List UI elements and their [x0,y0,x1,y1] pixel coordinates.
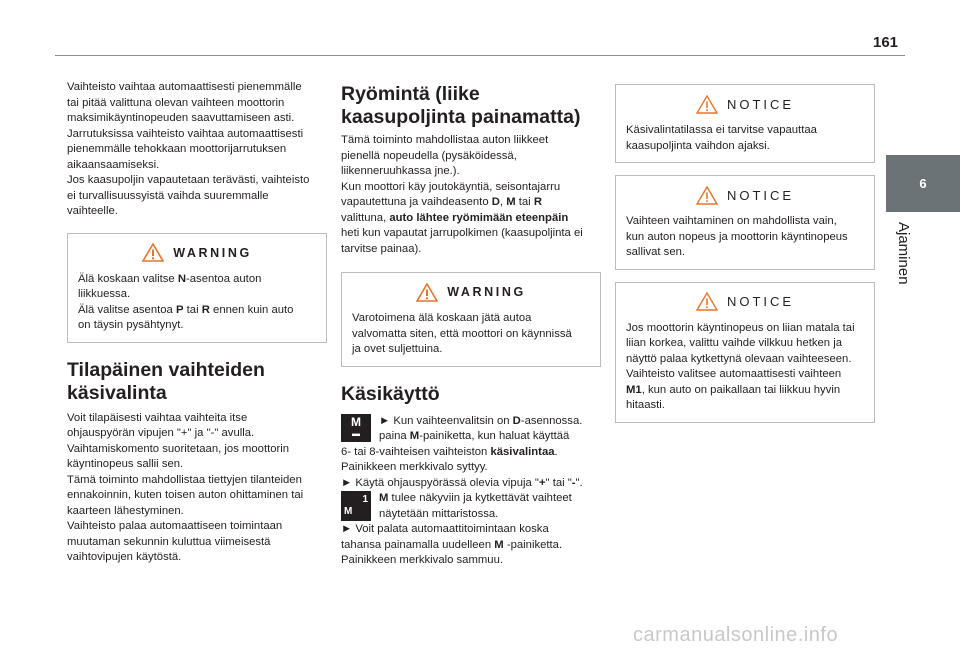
manual-mode-body [341,414,601,569]
text-line: Kun moottori käy joutokäyntiä, seisontajarru [341,180,561,193]
notice-line: kun auton nopeus ja moottorin käyntinopeus [626,230,848,243]
warning-line: Älä koskaan valitse N-asentoa auton [78,272,262,285]
warning-line: on täysin pysähtynyt. [78,319,184,331]
warning-box [341,272,601,367]
notice-header [626,291,864,313]
warning-triangle-icon [142,243,164,262]
text-line: ► Voit palata automaattitoimintaan koska [341,523,549,535]
notice-line: kaasupoljinta vaihdon ajaksi. [626,139,770,152]
notice-header [626,93,864,115]
section-body [67,411,327,566]
text-line: Voit tilapäisesti vaihtaa vaihteita itse [67,411,248,424]
text-line: valittuna, auto lähtee ryömimään eteenpäin [341,211,569,224]
notice-title: NOTICE [726,96,795,112]
column-2 [341,83,601,569]
text-line: kaarteen lähestyminen. [67,504,184,517]
notice-box [615,175,875,270]
watermark[interactable]: carmanualsonline.info [633,624,839,646]
warning-line: valvomatta siten, että moottori on käynnissä [352,327,572,340]
text-line: Jos kaasupoljin vapautetaan terävästi, vaihteisto [67,174,310,186]
notice-line: M1, kun auto on paikallaan tai liikkuu hyvin [626,383,841,396]
chapter-tab[interactable]: 6 [886,155,960,212]
text-line: aikaansaamiseksi. [67,158,160,171]
warning-line: ja ovet suljettuina. [352,343,443,355]
notice-line: sallivat sen. [626,246,686,258]
warning-line: Älä valitse asentoa P tai R ennen kuin auto [78,303,294,316]
manual-row [341,414,601,445]
section-heading: Tilapäinen vaihteiden käsivalinta [67,358,265,404]
text-line: käyntinopeus sallii sen. [67,458,184,470]
notice-line: Vaihteen vaihtaminen on mahdollista vain, [626,215,837,227]
text-line: heti kun vapautat jarrupolkimen (kaasupoljinta ei [341,227,583,239]
text-line: Painikkeen merkkivalo syttyy. [341,461,488,473]
chapter-label: Ajaminen [895,222,912,285]
notice-title: NOTICE [726,294,795,309]
text-line: paina M-painiketta, kun haluat käyttää [379,430,570,442]
notice-line: hitaasti. [626,399,665,411]
text-line: Vaihteisto vaihtaa automaattisesti pienemmälle [67,81,302,93]
notice-header [626,184,864,206]
text-line: vaihteelle. [67,205,118,217]
gear-display-icon: 1 M [341,491,371,521]
text-line: Jarrutuksissa vaihteisto vaihtaa automaattisesti [67,127,304,140]
section-body [341,133,601,257]
text-line: Vaihtamiskomento suoritetaan, jos moottorin [67,442,290,455]
text-line: pienellä nopeudella (pysäköidessä, [341,149,517,162]
warning-box [67,233,327,343]
warning-header [78,242,316,264]
notice-triangle-icon [696,292,718,311]
m-button-icon: M ▬ [341,414,371,442]
warning-title: WARNING [447,285,526,299]
text-line: tai pitää valittuna olevan vaihteen moottorin [67,96,285,109]
notice-triangle-icon [696,95,718,114]
warning-title: WARNING [173,245,252,260]
warning-header [352,281,590,303]
section-heading: Käsikäyttö [341,382,440,405]
notice-line: näyttö palaa kytkettynä olevaan vaihteeseen. [626,352,852,365]
text-line: 6- tai 8-vaihteisen vaihteiston käsivalintaa. [341,445,558,458]
warning-line: Varotoimena älä koskaan jätä autoa [352,312,532,324]
text-line: näytetään mittaristossa. [379,507,499,520]
page-number: 161 [873,34,899,51]
text-line: vaihtovipujen käytöstä. [67,551,182,563]
text-line: Tämä toiminto mahdollistaa tiettyjen tilanteiden [67,473,302,486]
column-1 [67,80,327,566]
column-3 [615,84,875,423]
text-line: ohjauspyörän vipujen "+" ja "-" avulla. [67,427,255,439]
text-line: Painikkeen merkkivalo sammuu. [341,554,503,566]
text-line: vapautettuna ja vaihdeasento D, M tai R [341,196,543,208]
text-line: maksimikäyntinopeuden saavuttamiseen asti. [67,112,295,124]
text-line: tarvitse painaa). [341,242,422,255]
notice-line: liian korkea, valittu vaihde vilkkuu hetken ja [626,337,843,349]
notice-box [615,84,875,163]
text-line: M tulee näkyviin ja kytkettävät vaihteet [379,492,572,504]
notice-triangle-icon [696,186,718,205]
text-line: ei turvallisuussyistä vaihda suuremmalle [67,189,269,202]
header-rule [55,55,905,56]
notice-line: Vaihteisto valitsee automaattisesti vaihteen [626,368,842,380]
text-line: ► Kun vaihteenvalitsin on D-asennossa. [379,414,583,427]
text-line: tahansa painamalla uudelleen M -painiketta. [341,538,563,551]
text-line: muutaman sekunnin kuluttua viimeisestä [67,535,271,548]
text-line: ennakoinnin, kuten toisen auton ohittaminen tai [67,489,304,501]
warning-triangle-icon [416,283,438,302]
notice-title: NOTICE [726,187,795,203]
text-line: pienemmälle tehokkaan moottorijarrutuksen [67,143,287,155]
text-line: liikenneruuhkassa jne.). [341,165,460,177]
text-line: Tämä toiminto mahdollistaa auton liikkeet [341,134,549,146]
text-line: Vaihteisto palaa automaattiseen toimintaan [67,520,283,532]
text-line: ► Käytä ohjauspyörässä olevia vipuja "+" tai "-". [341,476,583,489]
intro-text [67,80,327,220]
notice-line: Käsivalintatilassa ei tarvitse vapauttaa [626,124,817,136]
warning-line: liikkuessa. [78,288,131,300]
manual-row [341,491,601,522]
notice-box [615,282,875,423]
notice-line: Jos moottorin käyntinopeus on liian matala tai [626,321,855,334]
section-heading: Ryömintä (liike kaasupoljinta painamatta) [341,83,581,128]
